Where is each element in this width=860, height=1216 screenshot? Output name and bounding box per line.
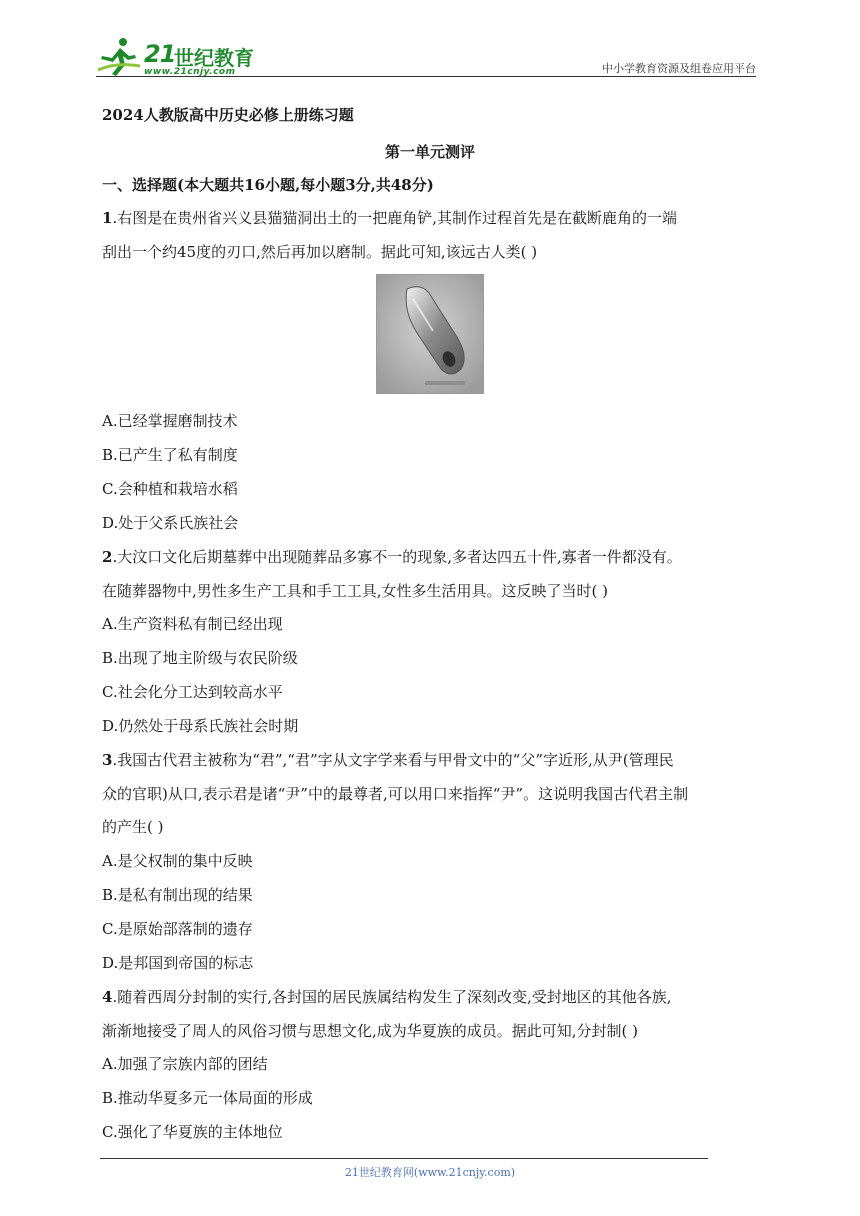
question-3-line-1: 3.我国古代君主被称为“君”,“君”字从文字学来看与甲骨文中的“父”字近形,从尹(管理民: [102, 751, 674, 769]
question-3-line-2: 众的官职)从口,表示君是诸“尹”中的最尊者,可以用口来指挥“尹”。这说明我国古代君主制: [102, 785, 689, 803]
header-platform-text: 中小学教育资源及组卷应用平台: [602, 62, 756, 75]
question-4-line-1: 4.随着西周分封制的实行,各封国的居民族属结构发生了深刻改变,受封地区的其他各族,: [102, 988, 672, 1006]
antler-shovel-photo: [376, 274, 484, 394]
logo-name: 世纪教育: [174, 46, 254, 70]
logo-url: www.21cnjy.com: [144, 67, 236, 77]
logo-number: 21: [144, 40, 176, 68]
question-3-option-d: D.是邦国到帝国的标志: [102, 954, 254, 972]
page-header: [96, 36, 756, 78]
question-2-option-d: D.仍然处于母系氏族社会时期: [102, 717, 299, 735]
question-1-option-c: C.会种植和栽培水稻: [102, 480, 238, 498]
antler-shovel-image: [377, 275, 483, 393]
question-2-option-b: B.出现了地主阶级与农民阶级: [102, 649, 298, 667]
question-3-option-b: B.是私有制出现的结果: [102, 886, 253, 904]
question-1-option-d: D.处于父系氏族社会: [102, 514, 239, 532]
question-1-option-a: A.已经掌握磨制技术: [102, 412, 238, 430]
runner-logo-icon: [96, 36, 142, 78]
question-1-line-2: 刮出一个约45度的刃口,然后再加以磨制。据此可知,该远古人类( ): [102, 243, 538, 261]
question-1-line-1: 1.右图是在贵州省兴义县猫猫洞出土的一把鹿角铲,其制作过程首先是在截断鹿角的一端: [102, 209, 677, 227]
question-4-option-c: C.强化了华夏族的主体地位: [102, 1123, 283, 1141]
unit-title: 第一单元测评: [384, 143, 475, 161]
question-3-option-c: C.是原始部落制的遗存: [102, 920, 253, 938]
question-1-option-b: B.已产生了私有制度: [102, 446, 238, 464]
question-3-option-a: A.是父权制的集中反映: [102, 852, 253, 870]
question-4-line-2: 渐渐地接受了周人的风俗习惯与思想文化,成为华夏族的成员。据此可知,分封制( ): [102, 1022, 639, 1040]
document-title: 2024人教版高中历史必修上册练习题: [102, 106, 354, 124]
section-title: 一、选择题(本大题共16小题,每小题3分,共48分): [102, 176, 434, 194]
header-divider: [96, 76, 756, 77]
question-4-option-a: A.加强了宗族内部的团结: [102, 1055, 268, 1073]
question-2-line-1: 2.大汶口文化后期墓葬中出现随葬品多寡不一的现象,多者达四五十件,寡者一件都没有。: [102, 548, 682, 566]
question-2-option-a: A.生产资料私有制已经出现: [102, 615, 283, 633]
question-4-option-b: B.推动华夏多元一体局面的形成: [102, 1089, 313, 1107]
question-3-line-3: 的产生( ): [102, 818, 164, 836]
footer-divider: [100, 1158, 708, 1159]
logo: [96, 36, 266, 78]
footer-text: 21世纪教育网(www.21cnjy.com): [344, 1166, 516, 1179]
question-2-line-2: 在随葬器物中,男性多生产工具和手工工具,女性多生活用具。这反映了当时( ): [102, 582, 609, 600]
question-2-option-c: C.社会化分工达到较高水平: [102, 683, 283, 701]
